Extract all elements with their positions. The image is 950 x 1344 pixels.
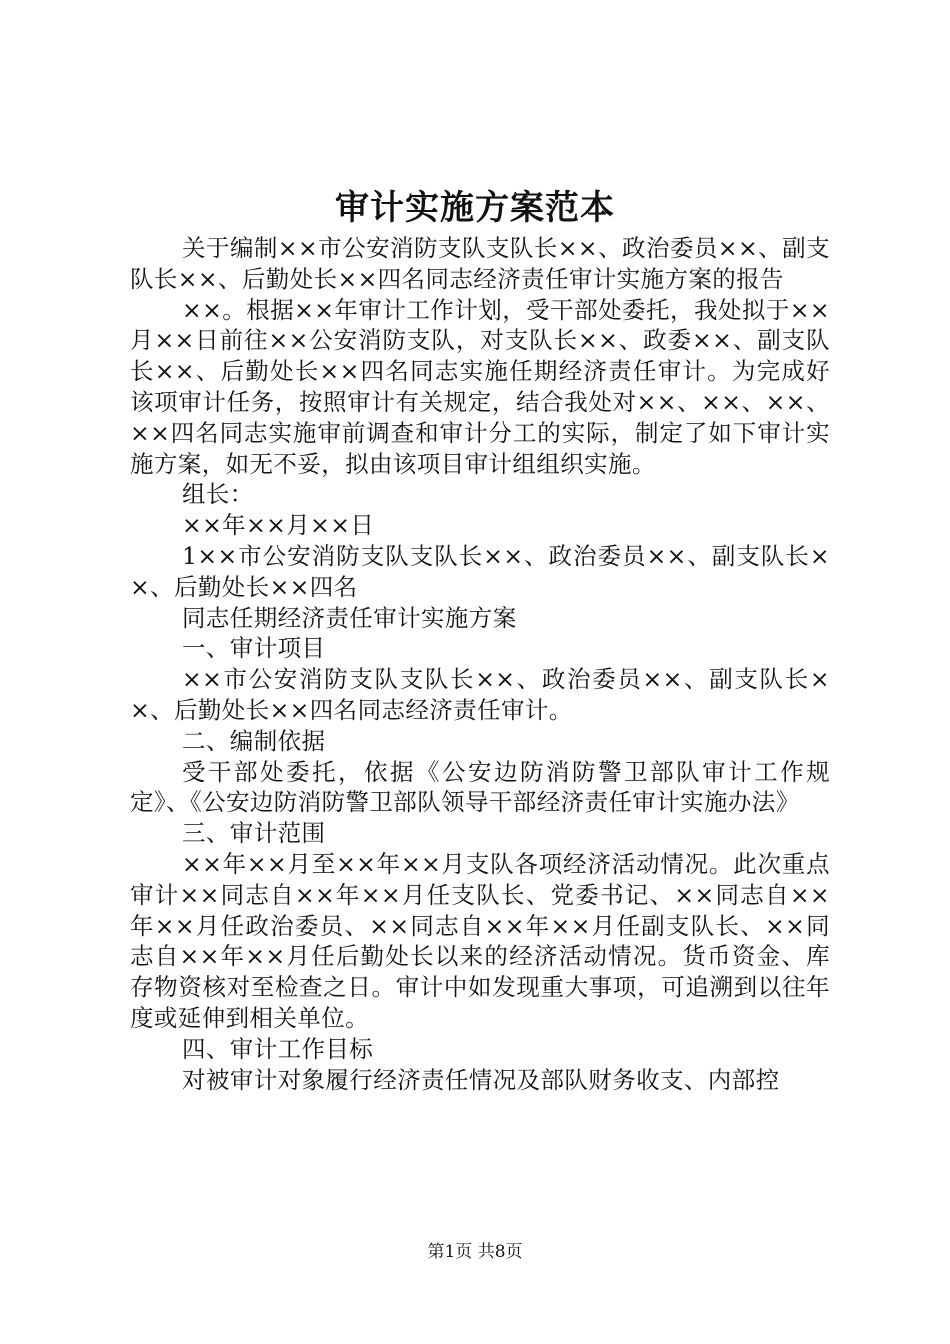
document-body [130,233,830,1095]
section-heading-2: 二、编制依据 [182,726,326,755]
document-title: 审计实施方案范本 [335,188,615,228]
section-heading-1: 一、审计项目 [182,634,326,663]
paragraph-group-leader: 组长： [182,480,254,509]
paragraph-plan-subheading: 同志任期经济责任审计实施方案 [182,603,517,632]
paragraph-section-1: ××市公安消防支队支队长××、政治委员××、副支队长××、后勤处长××四名同志经济责任审计。 [130,665,830,724]
section-heading-4: 四、审计工作目标 [182,1034,374,1063]
page-number-footer: 第1页 共8页 [427,1242,523,1262]
paragraph-date: ××年××月××日 [182,511,375,540]
paragraph-plan-heading: 1××市公安消防支队支队长××、政治委员××、副支队长××、后勤处长××四名 [130,541,830,601]
section-heading-3: 三、审计范围 [182,819,326,848]
paragraph-section-3: ××年××月至××年××月支队各项经济活动情况。此次重点审计××同志自××年××月任支队长、党委书记、××同志自××年××月任政治委员、××同志自××年××月任副支队长、××同志自××年××月任后勤处长以来的经济活动情况。货币资金、库存物资核对至检查之日。审计中如发现重大事项，可追溯到以往年度或延伸到相关单位。 [130,849,830,1032]
paragraph-report-title: 关于编制××市公安消防支队支队长××、政治委员××、副支队长××、后勤处长××四名同志经济责任审计实施方案的报告 [130,234,830,293]
paragraph-section-4: 对被审计对象履行经济责任情况及部队财务收支、内部控 [182,1065,780,1094]
paragraph-section-2: 受干部处委托，依据《公安边防消防警卫部队审计工作规定》、《公安边防消防警卫部队领导干部经济责任审计实施办法》 [130,757,830,817]
paragraph-intro: ××。根据××年审计工作计划，受干部处委托，我处拟于××月××日前往××公安消防支队，对支队长××、政委××、副支队长××、后勤处长××四名同志实施任期经济责任审计。为完成好该项审计任务，按照审计有关规定，结合我处对××、××、××、××四名同志实施审前调查和审计分工的实际，制定了如下审计实施方案，如无不妥，拟由该项目审计组组织实施。 [130,295,830,478]
